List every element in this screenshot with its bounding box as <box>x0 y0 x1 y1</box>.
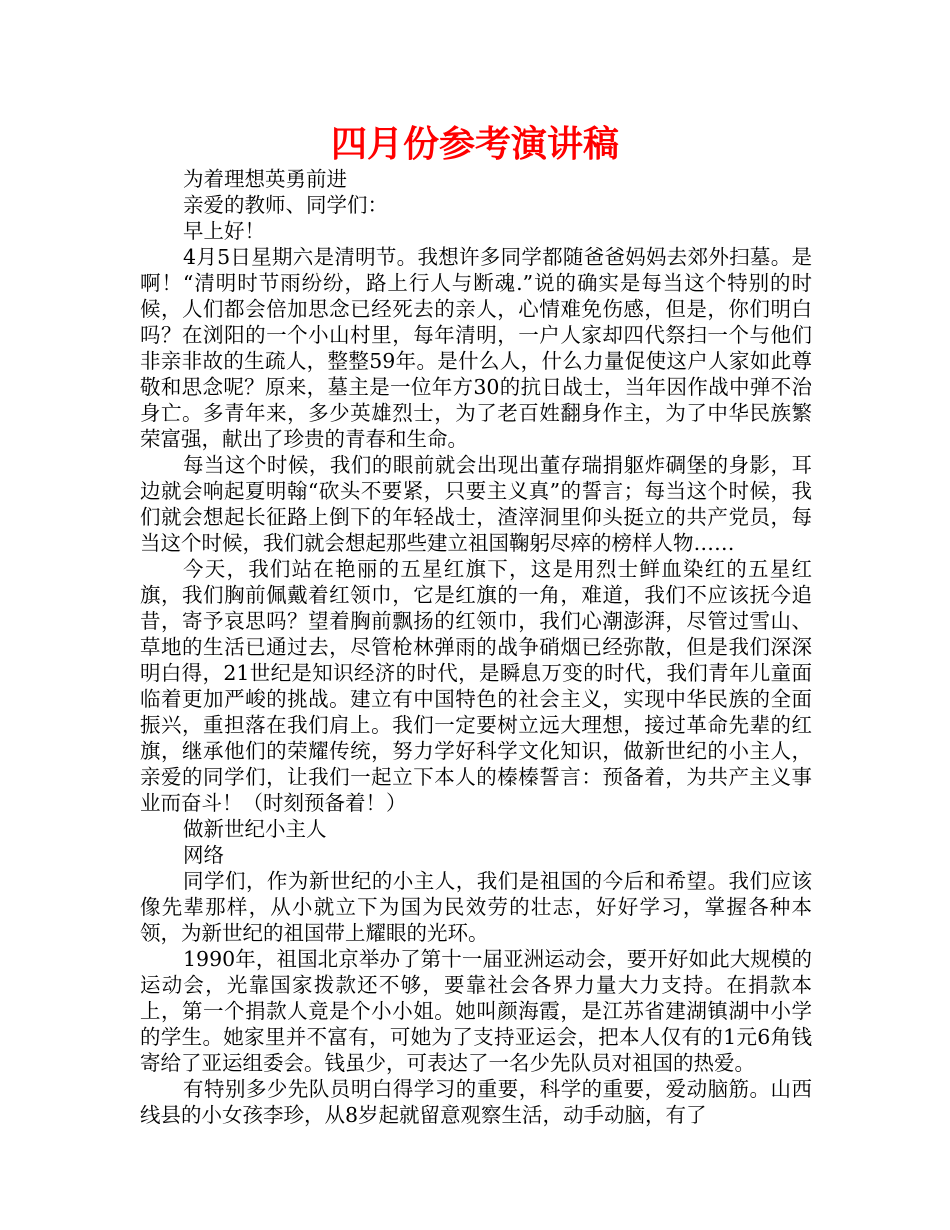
body-paragraph: 1990年，祖国北京举办了第十一届亚洲运动会，要开好如此大规模的运动会，光靠国家拨款还不够，要靠社会各界力量大力支持。在捐款本上，第一个捐款人竟是个小小姐。她叫颜海霞，是江苏省建湖镇湖中小学的学生。她家里并不富有，可她为了支持亚运会，把本人仅有的1元6角钱寄给了亚运组委会。钱虽少，可表达了一名少先队员对祖国的热爱。 <box>140 947 812 1075</box>
greeting: 早上好！ <box>183 219 265 243</box>
body-paragraph: 今天，我们站在艳丽的五星红旗下，这是用烈士鲜血染红的五星红旗，我们胸前佩戴着红领巾，它是红旗的一角，难道，我们不应该抚今追昔，寄予哀思吗？望着胸前飘扬的红领巾，我们心潮澎湃，尽管过雪山、草地的生活已通过去，尽管枪林弹雨的战争硝烟已经弥散，但是我们深深明白得，21世纪是知识经济的时代，是瞬息万变的时代，我们青年儿童面临着更加严峻的挑战。建立有中国特色的社会主义，实现中华民族的全面振兴，重担落在我们肩上。我们一定要树立远大理想，接过革命先辈的红旗，继承他们的荣耀传统，努力学好科学文化知识，做新世纪的小主人，亲爱的同学们，让我们一起立下本人的榛榛誓言：预备着，为共产主义事业而奋斗！（时刻预备着！） <box>140 557 812 815</box>
body-paragraph: 同学们，作为新世纪的小主人，我们是祖国的今后和希望。我们应该像先辈那样，从小就立下为国为民效劳的壮志，好好学习，掌握各种本领，为新世纪的祖国带上耀眼的光环。 <box>140 869 812 945</box>
source-label: 网络 <box>183 843 224 867</box>
section-heading: 做新世纪小主人 <box>183 817 327 841</box>
body-paragraph: 每当这个时候，我们的眼前就会出现出董存瑞捐躯炸碉堡的身影，耳边就会响起夏明翰“砍头不要紧，只要主义真”的誓言；每当这个时候，我们就会想起长征路上倒下的年轻战士，渣滓洞里仰头挺立的共产党员，每当这个时候，我们就会想起那些建立祖国鞠躬尽瘁的榜样人物…… <box>140 453 812 555</box>
document-title: 四月份参考演讲稿 <box>330 124 619 165</box>
salutation: 亲爱的教师、同学们： <box>183 193 388 217</box>
body-paragraph: 4月5日星期六是清明节。我想许多同学都随爸爸妈妈去郊外扫墓。是啊！“清明时节雨纷纷，路上行人与断魂.”说的确实是每当这个特别的时候，人们都会倍加思念已经死去的亲人，心情难免伤感，但是，你们明白吗？在浏阳的一个小山村里，每年清明，一户人家却四代祭扫一个与他们非亲非故的生疏人，整整59年。是什么人，什么力量促使这户人家如此尊敬和思念呢？原来，墓主是一位年方30的抗日战士，当年因作战中弹不治身亡。多青年来，多少英雄烈士，为了老百姓翻身作主，为了中华民族繁荣富强，献出了珍贵的青春和生命。 <box>140 245 812 451</box>
document-body <box>140 166 812 1128</box>
body-paragraph: 有特别多少先队员明白得学习的重要，科学的重要，爱动脑筋。山西线县的小女孩李珍，从8岁起就留意观察生活，动手动脑，有了 <box>140 1077 812 1127</box>
speech-subtitle: 为着理想英勇前进 <box>183 167 347 191</box>
